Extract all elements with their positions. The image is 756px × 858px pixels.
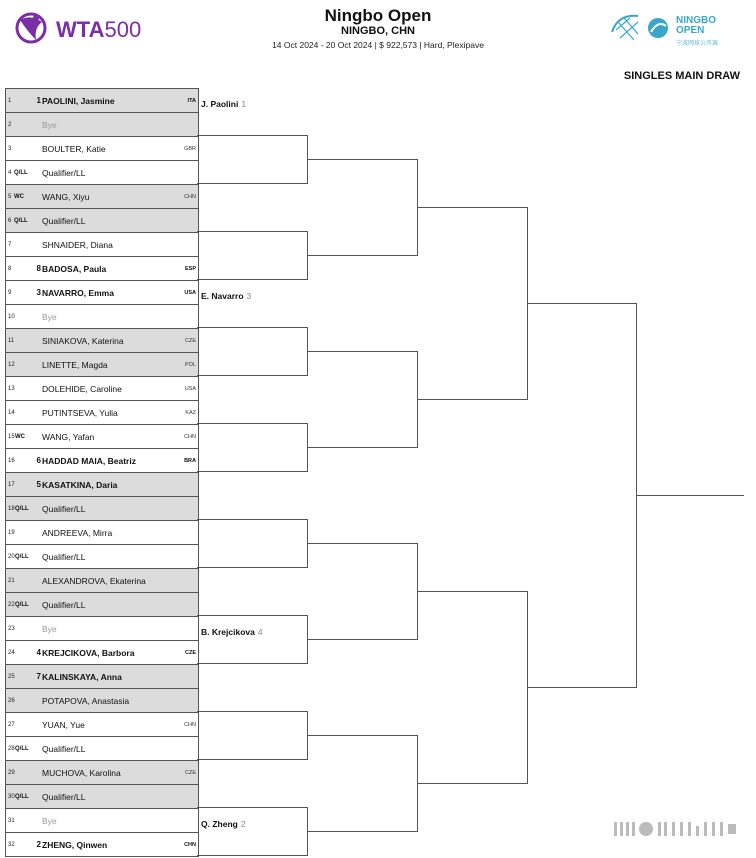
r3-line [307, 831, 417, 832]
player-name: SHNAIDER, Diana [42, 240, 113, 250]
r2-winner-3 [201, 627, 263, 637]
player-name: Qualifier/LL [42, 600, 86, 610]
player-seed: 1 [36, 96, 41, 105]
wta-tier: 500 [104, 17, 142, 42]
wta-logo [14, 8, 154, 52]
draw-position: 16 [8, 458, 15, 464]
draw-position: 24 [8, 650, 15, 656]
ningbo-logo-line-2: OPEN [676, 25, 705, 36]
player-seed: 3 [36, 288, 41, 297]
player-name: Bye [42, 624, 57, 634]
player-name: PUTINTSEVA, Yulia [42, 408, 118, 418]
entry-status: Q/LL [14, 218, 28, 224]
player-name: KASATKINA, Daria [42, 480, 118, 490]
draw-position: 25 [8, 674, 15, 680]
r2-line [197, 279, 307, 280]
ningbo-logo-line-1: NINGBO [676, 15, 716, 26]
draw-position: 27 [8, 722, 15, 728]
r3-line [307, 735, 417, 736]
draw-slot [6, 329, 198, 353]
winner-seed: 3 [246, 291, 252, 301]
r2-line [197, 519, 307, 520]
draw-slot [6, 401, 198, 425]
player-nationality: CHN [184, 194, 196, 200]
draw-position: 18 [8, 506, 15, 512]
player-nationality: KAZ [185, 410, 196, 416]
draw-slot [6, 737, 198, 761]
player-name: NAVARRO, Emma [42, 288, 114, 298]
player-name: ANDREEVA, Mirra [42, 528, 113, 538]
draw-position: 17 [8, 482, 15, 488]
draw-slot [6, 497, 198, 521]
winner-name: Q. Zheng [201, 819, 238, 829]
player-name: Qualifier/LL [42, 504, 86, 514]
draw-slot [6, 305, 198, 329]
entry-status: Q/LL [15, 746, 29, 752]
winner-name: B. Krejcikova [201, 627, 255, 637]
player-name: Qualifier/LL [42, 216, 86, 226]
player-name: POTAPOVA, Anastasia [42, 696, 130, 706]
draw-position: 21 [8, 578, 15, 584]
player-nationality: CHN [184, 842, 196, 848]
draw-slot [6, 161, 198, 185]
draw-slot [6, 449, 198, 473]
r2-line [197, 183, 307, 184]
entry-status: WC [14, 194, 24, 200]
draw-position: 8 [8, 266, 12, 272]
player-name: PAOLINI, Jasmine [42, 96, 115, 106]
draw-position: 29 [8, 770, 15, 776]
draw-slot [6, 809, 198, 833]
r2-winner-1 [201, 99, 246, 109]
player-name: KALINSKAYA, Anna [42, 672, 122, 682]
draw-slot [6, 425, 198, 449]
player-nationality: USA [184, 290, 196, 296]
draw-slot [6, 185, 198, 209]
sf-line [527, 687, 636, 688]
draw-slot [6, 377, 198, 401]
wta-brand: WTA [56, 17, 105, 42]
player-name: Bye [42, 312, 57, 322]
r2-winner-4 [201, 819, 246, 829]
qf-line [417, 591, 527, 592]
draw-position: 23 [8, 626, 15, 632]
draw-position: 12 [8, 362, 15, 368]
player-name: YUAN, Yue [42, 720, 85, 730]
draw-position: 14 [8, 410, 15, 416]
player-nationality: ITA [187, 98, 196, 104]
r2-line [197, 807, 307, 808]
player-name: HADDAD MAIA, Beatriz [42, 456, 136, 466]
player-name: Bye [42, 816, 57, 826]
player-nationality: CHN [184, 722, 196, 728]
final-line [636, 495, 744, 496]
player-name: Qualifier/LL [42, 552, 86, 562]
draw-position: 32 [8, 842, 15, 848]
r3-line [307, 639, 417, 640]
player-seed: 5 [36, 480, 41, 489]
player-name: DOLEHIDE, Caroline [42, 384, 122, 394]
r2-line [197, 567, 307, 568]
r3-line [307, 255, 417, 256]
draw-slot [6, 257, 198, 281]
r2-line [197, 375, 307, 376]
draw-slot [6, 545, 198, 569]
draw-position: 9 [8, 290, 12, 296]
draw-slot [6, 281, 198, 305]
draw-position: 26 [8, 698, 15, 704]
draw-slot [6, 689, 198, 713]
entry-status: Q/LL [15, 506, 29, 512]
player-name: Qualifier/LL [42, 792, 86, 802]
ningbo-open-logo-icon [608, 10, 674, 46]
wta-logo-icon [14, 8, 48, 48]
draw-position: 3 [8, 146, 12, 152]
draw-slot [6, 617, 198, 641]
player-nationality: CZE [185, 338, 196, 344]
r2-line [197, 759, 307, 760]
draw-position: 19 [8, 530, 15, 536]
entry-status: Q/LL [15, 602, 29, 608]
r2-line [197, 855, 307, 856]
draw-slot [6, 593, 198, 617]
r3-line [307, 351, 417, 352]
player-nationality: GBR [184, 146, 196, 152]
tournament-info: 14 Oct 2024 - 20 Oct 2024 | $ 922,573 | Hard, Plexipave [272, 40, 484, 50]
r2-line [197, 663, 307, 664]
player-name: WANG, Yafan [42, 432, 95, 442]
draw-position: 13 [8, 386, 15, 392]
player-name: Bye [42, 120, 57, 130]
draw-slot [6, 665, 198, 689]
draw-slot [6, 473, 198, 497]
player-name: Qualifier/LL [42, 744, 86, 754]
qf-line [417, 207, 527, 208]
player-nationality: USA [184, 386, 196, 392]
player-name: LINETTE, Magda [42, 360, 108, 370]
player-seed: 4 [36, 648, 41, 657]
player-name: BADOSA, Paula [42, 264, 107, 274]
winner-name: E. Navarro [201, 291, 244, 301]
draw-position: 20 [8, 554, 15, 560]
player-nationality: CZE [185, 770, 196, 776]
player-name: Qualifier/LL [42, 168, 86, 178]
draw-position: 10 [8, 314, 15, 320]
draw-slot [6, 833, 198, 857]
tournament-location: NINGBO, CHN [341, 25, 415, 37]
draw-position: 15 [8, 434, 15, 440]
wta-wordmark [56, 17, 141, 43]
draw-position: 4 [8, 170, 12, 176]
r2-line [197, 135, 307, 136]
draw-position: 22 [8, 602, 15, 608]
winner-seed: 1 [241, 99, 247, 109]
r2-line [197, 711, 307, 712]
entry-status: Q/LL [15, 794, 29, 800]
r2-line [197, 423, 307, 424]
draw-slot [6, 113, 198, 137]
player-nationality: BRA [184, 458, 196, 464]
draw-slot [6, 233, 198, 257]
draw-position: 2 [8, 122, 12, 128]
watermark [612, 818, 744, 840]
tournament-title: Ningbo Open [324, 6, 432, 25]
entry-status: WC [15, 434, 25, 440]
qf-line [417, 783, 527, 784]
ningbo-logo-subtitle: 宁波网球公开赛 [676, 41, 719, 47]
player-nationality: CHN [184, 434, 196, 440]
entry-status: Q/LL [15, 554, 29, 560]
r2-line [197, 327, 307, 328]
player-seed: 7 [36, 672, 41, 681]
draw-slot [6, 137, 198, 161]
draw-slot [6, 353, 198, 377]
draw-position: 7 [8, 242, 12, 248]
r2-winner-2 [201, 291, 251, 301]
r2-line [197, 615, 307, 616]
r3-line [307, 543, 417, 544]
player-seed: 8 [36, 264, 41, 273]
player-name: WANG, Xiyu [42, 192, 90, 202]
draw-slot [6, 785, 198, 809]
r3-line [307, 159, 417, 160]
r2-line [197, 231, 307, 232]
draw-first-round [5, 88, 199, 857]
draw-slot [6, 569, 198, 593]
player-name: KREJCIKOVA, Barbora [42, 648, 135, 658]
winner-name: J. Paolini [201, 99, 239, 109]
r3-line [307, 447, 417, 448]
draw-position: 31 [8, 818, 15, 824]
draw-slot [6, 521, 198, 545]
draw-slot [6, 761, 198, 785]
tournament-header [200, 6, 556, 52]
player-seed: 2 [36, 840, 41, 849]
player-nationality: ESP [184, 266, 196, 272]
draw-position: 1 [8, 98, 12, 104]
r2-line [197, 471, 307, 472]
watermark-icon [612, 818, 744, 840]
player-nationality: POL [184, 362, 196, 368]
player-name: MUCHOVA, Karolina [42, 768, 121, 778]
sf-line [527, 303, 636, 304]
player-nationality: CZE [185, 650, 196, 656]
draw-slot [6, 89, 198, 113]
winner-seed: 2 [240, 819, 246, 829]
qf-line [417, 399, 527, 400]
draw-position: 5 [8, 194, 12, 200]
draw-position: 6 [8, 218, 12, 224]
draw-position: 11 [8, 338, 15, 344]
draw-position: 30 [8, 794, 15, 800]
player-name: BOULTER, Katie [42, 144, 106, 154]
winner-seed: 4 [257, 627, 263, 637]
draw-label: SINGLES MAIN DRAW [623, 70, 740, 82]
player-name: ZHENG, Qinwen [42, 840, 108, 850]
ningbo-open-logo [608, 10, 738, 50]
draw-slot [6, 641, 198, 665]
player-seed: 6 [36, 456, 41, 465]
player-name: ALEXANDROVA, Ekaterina [42, 576, 146, 586]
draw-slot [6, 209, 198, 233]
draw-position: 28 [8, 746, 15, 752]
player-name: SINIAKOVA, Katerina [42, 336, 124, 346]
draw-slot [6, 713, 198, 737]
entry-status: Q/LL [14, 170, 28, 176]
